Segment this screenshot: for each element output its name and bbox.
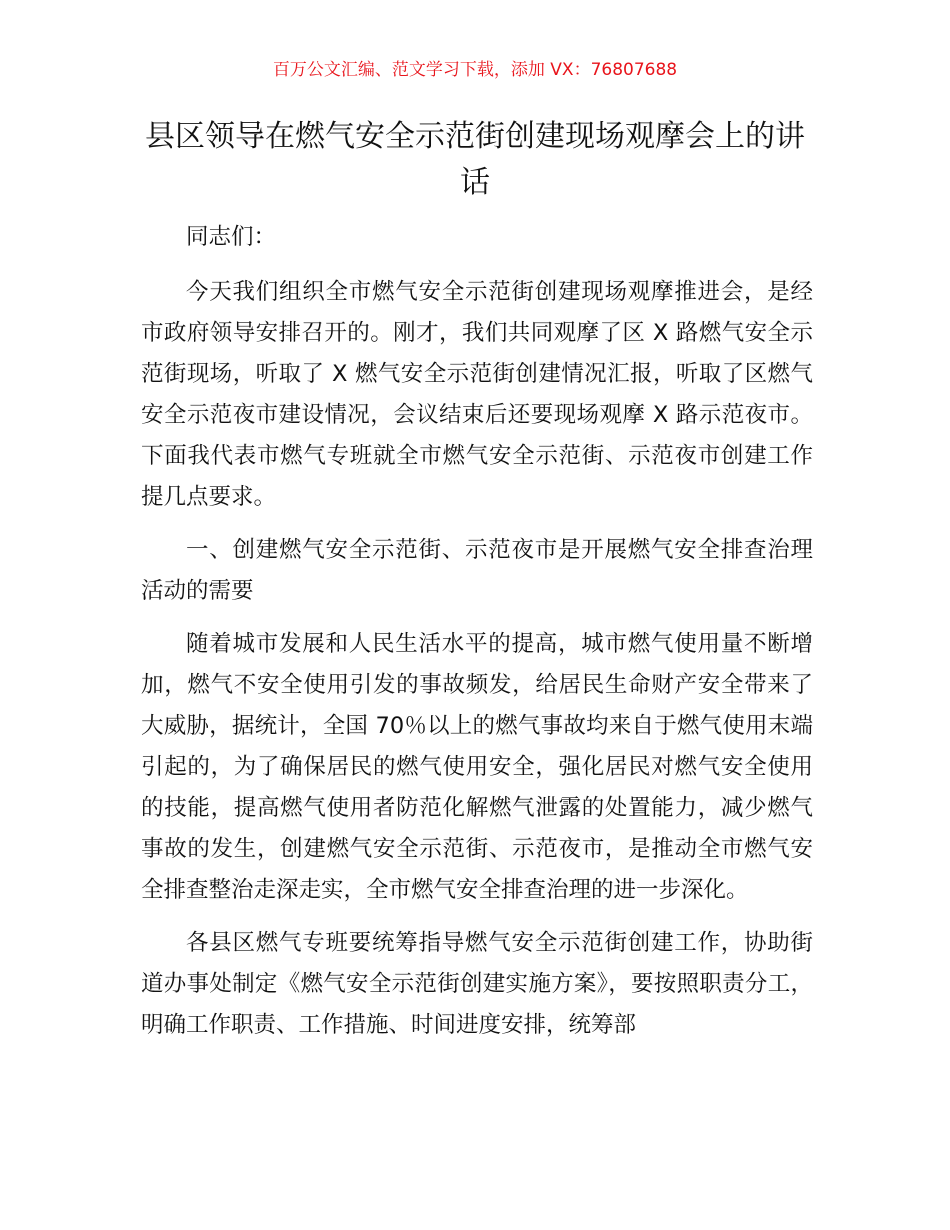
section-heading-1: 一、创建燃气安全示范街、示范夜市是开展燃气安全排查治理活动的需要 [141, 537, 813, 604]
greeting: 同志们： [186, 224, 277, 250]
paragraph-requirements: 各县区燃气专班要统筹指导燃气安全示范街创建工作，协助街道办事处制定《燃气安全示范街创建实施方案》，要按照职责分工，明确工作职责、工作措施、时间进度安排，统筹部 [141, 930, 813, 1038]
header-note: 百万公文汇编、范文学习下载，添加 VX：76807688 [272, 60, 678, 80]
paragraph-background: 随着城市发展和人民生活水平的提高，城市燃气使用量不断增加，燃气不安全使用引发的事故频发，给居民生命财产安全带来了大威胁，据统计，全国 70％以上的燃气事故均来自于燃气使用末端引起的，为了确保居民的燃气使用安全，强化居民对燃气安全使用的技能，提高燃气使用者防范化解燃气泄露的处置能力，减少燃气事故的发生，创建燃气安全示范街、示范夜市，是推动全市燃气安全排查整治走深走实，全市燃气安全排查治理的进一步深化。 [141, 631, 813, 903]
paragraph-intro: 今天我们组织全市燃气安全示范街创建现场观摩推进会，是经市政府领导安排召开的。刚才，我们共同观摩了区 X 路燃气安全示范街现场，听取了 X 燃气安全示范街创建情况汇报，听取了区燃气安全示范夜市建设情况，会议结束后还要现场观摩 X 路示范夜市。下面我代表市燃气专班就全市燃气安全示范街、示范夜市创建工作提几点要求。 [141, 279, 813, 510]
document-body [141, 217, 813, 1058]
document-title: 县区领导在燃气安全示范街创建现场观摩会上的讲话 [145, 119, 805, 200]
